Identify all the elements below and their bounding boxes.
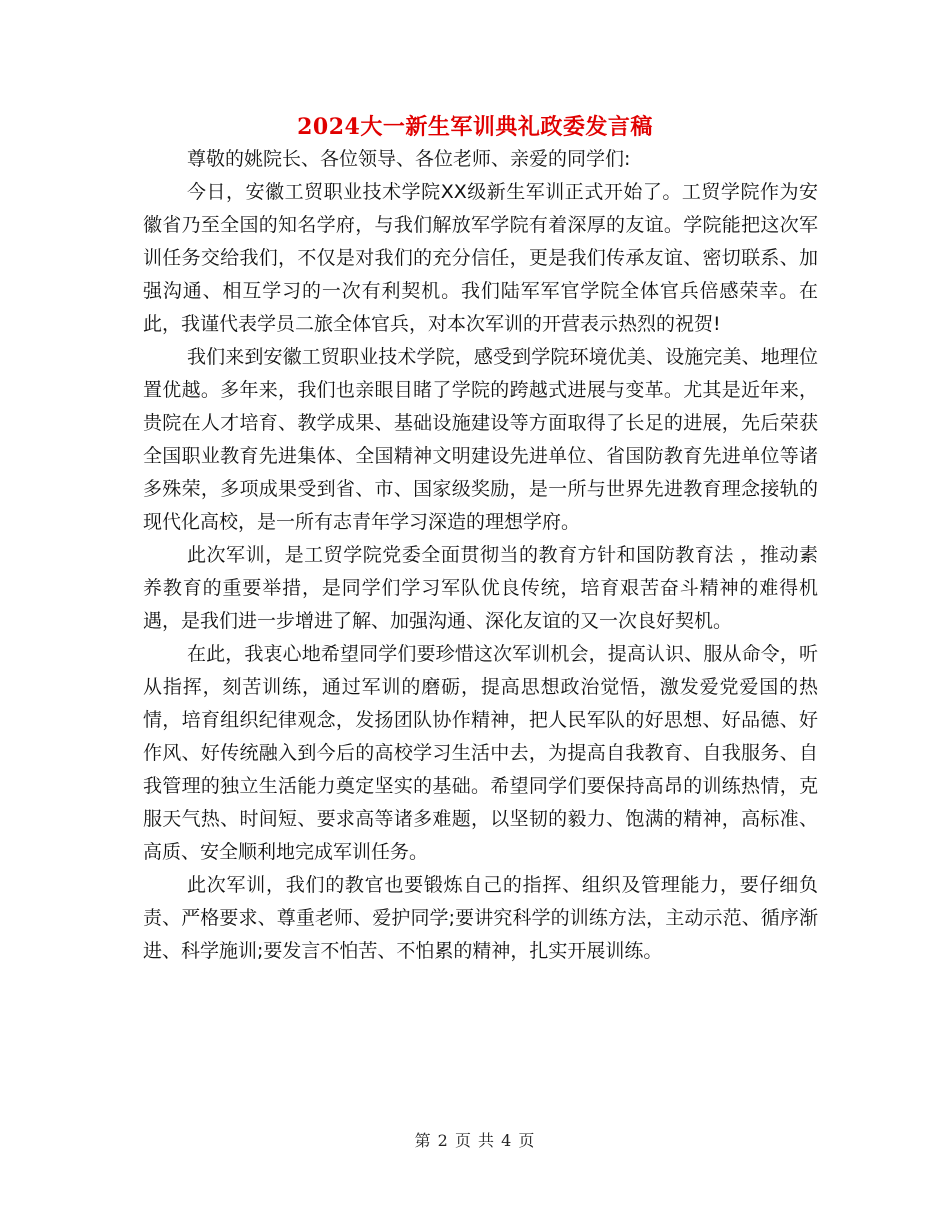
- document-title: 2024大一新生军训典礼政委发言稿: [297, 114, 653, 140]
- body-paragraph: 我们来到安徽工贸职业技术学院，感受到学院环境优美、设施完美、地理位置优越。多年来，我们也亲眼目睹了学院的跨越式进展与变革。尤其是近年来，贵院在人才培育、教学成果、基础设施建设等方面取得了长足的进展，先后荣获全国职业教育先进集体、全国精神文明建设先进单位、省国防教育先进单位等诸多殊荣，多项成果受到省、市、国家级奖励，是一所与世界先进教育理念接轨的现代化高校，是一所有志青年学习深造的理想学府。: [143, 346, 818, 533]
- salutation-paragraph: 尊敬的姚院长、各位领导、各位老师、亲爱的同学们:: [187, 148, 631, 170]
- body-paragraph: 今日，安徽工贸职业技术学院XX级新生军训正式开始了。工贸学院作为安徽省乃至全国的知名学府，与我们解放军学院有着深厚的友谊。学院能把这次军训任务交给我们，不仅是对我们的充分信任，更是我们传承友谊、密切联系、加强沟通、相互学习的一次有利契机。我们陆军军官学院全体官兵倍感荣幸。在此，我谨代表学员二旅全体官兵，对本次军训的开营表示热烈的祝贺!: [143, 181, 818, 335]
- body-paragraph: 在此，我衷心地希望同学们要珍惜这次军训机会，提高认识、服从命令，听从指挥，刻苦训练，通过军训的磨砺，提高思想政治觉悟，激发爱党爱国的热情，培育组织纪律观念，发扬团队协作精神，把人民军队的好思想、好品德、好作风、好传统融入到今后的高校学习生活中去，为提高自我教育、自我服务、自我管理的独立生活能力奠定坚实的基础。希望同学们要保持高昂的训练热情，克服天气热、时间短、要求高等诸多难题，以坚韧的毅力、饱满的精神，高标准、高质、安全顺利地完成军训任务。: [143, 643, 818, 863]
- page-number-footer: 第 2 页 共 4 页: [414, 1131, 536, 1150]
- document-body: [143, 143, 818, 968]
- body-paragraph: 此次军训，我们的教官也要锻炼自己的指挥、组织及管理能力，要仔细负责、严格要求、尊重老师、爱护同学;要讲究科学的训练方法，主动示范、循序渐进、科学施训;要发言不怕苦、不怕累的精神，扎实开展训练。: [143, 874, 818, 962]
- body-paragraph: 此次军训，是工贸学院党委全面贯彻当的教育方针和国防教育法 ，推动素养教育的重要举措，是同学们学习军队优良传统，培育艰苦奋斗精神的难得机遇，是我们进一步增进了解、加强沟通、深化友谊的又一次良好契机。: [143, 544, 818, 632]
